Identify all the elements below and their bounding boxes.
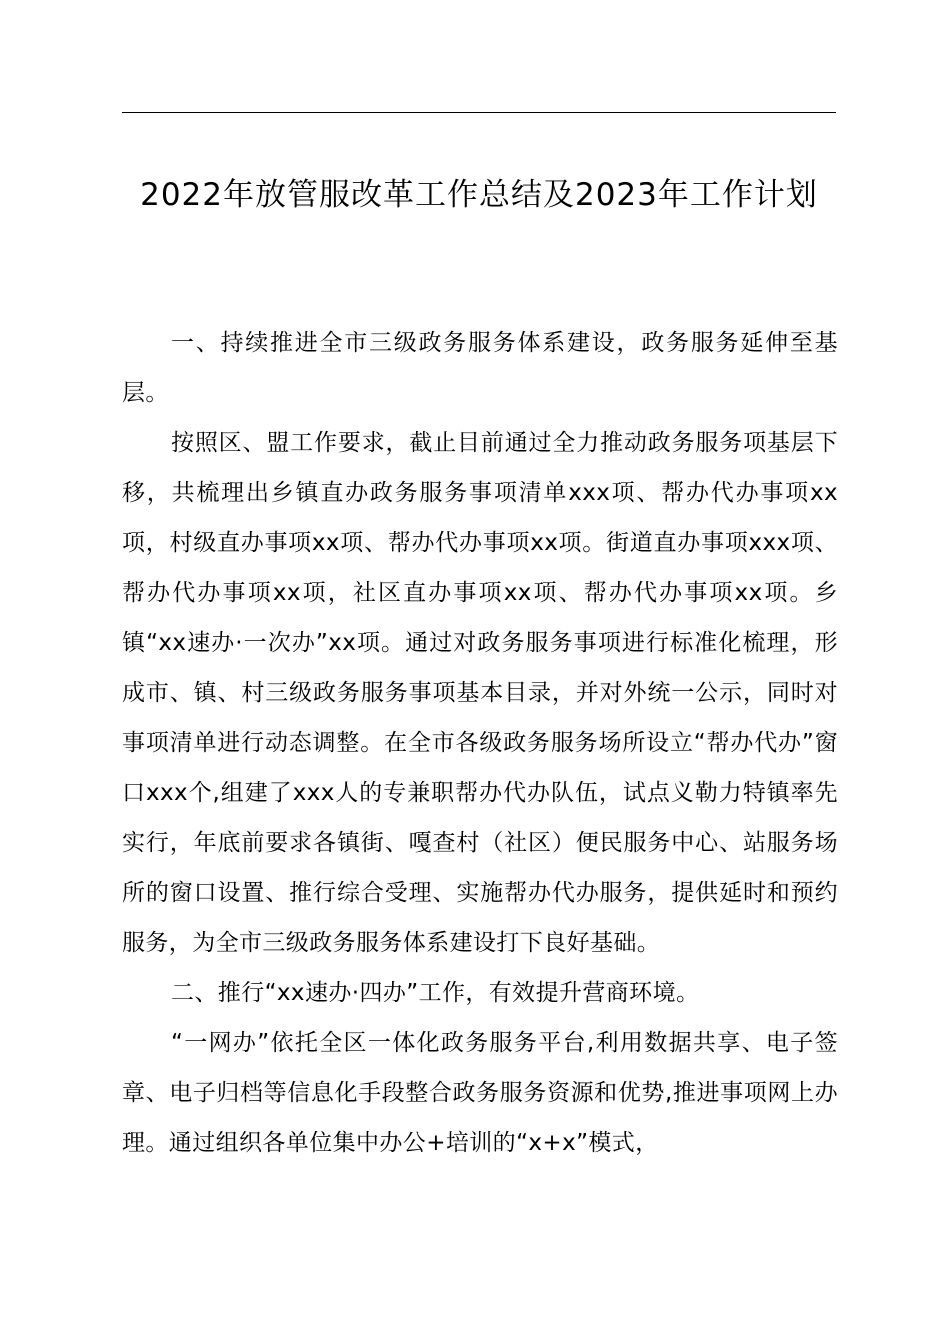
section-heading-1: 一、持续推进全市三级政务服务体系建设，政务服务延伸至基层。 (122, 330, 838, 406)
document-body (122, 318, 838, 1168)
document-title: 2022年放管服改革工作总结及2023年工作计划 (140, 177, 818, 213)
header-rule (122, 112, 836, 113)
body-paragraph-1: 按照区、盟工作要求，截止目前通过全力推动政务服务项基层下移，共梳理出乡镇直办政务服务事项清单xxx项、帮办代办事项xx项，村级直办事项xx项、帮办代办事项xx项。街道直办事项xxx项、帮办代办事项xx项，社区直办事项xx项、帮办代办事项xx项。乡镇“xx速办·一次办”xx项。通过对政务服务事项进行标准化梳理，形成市、镇、村三级政务服务事项基本目录，并对外统一公示，同时对事项清单进行动态调整。在全市各级政务服务场所设立“帮办代办”窗口xxx个,组建了xxx人的专兼职帮办代办队伍，试点义勒力特镇率先实行，年底前要求各镇街、嘎查村（社区）便民服务中心、站服务场所的窗口设置、推行综合受理、实施帮办代办服务，提供延时和预约服务，为全市三级政务服务体系建设打下良好基础。 (122, 430, 838, 956)
body-paragraph-2: “一网办”依托全区一体化政务服务平台,利用数据共享、电子签章、电子归档等信息化手段整合政务服务资源和优势,推进事项网上办理。通过组织各单位集中办公+培训的“x+x”模式， (122, 1030, 838, 1156)
section-heading-2: 二、推行“xx速办·四办”工作，有效提升营商环境。 (171, 980, 700, 1006)
